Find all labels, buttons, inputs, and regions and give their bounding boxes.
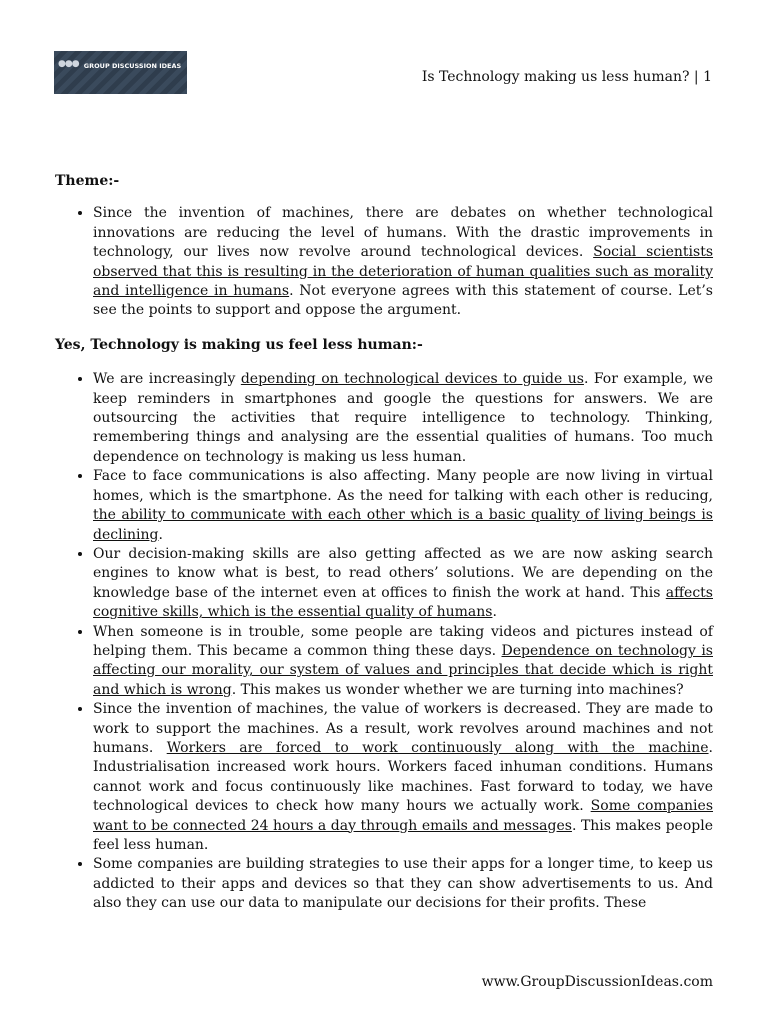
text: . xyxy=(492,604,497,621)
document-body xyxy=(55,172,713,914)
text: Since the invention of machines, there are debates on whether technological innovations are reducing the level of humans. With the drastic improvements in technology, our lives now revolve around technological devices. xyxy=(93,205,713,261)
page-header-title: Is Technology making us less human? | 1 xyxy=(421,69,712,85)
text: We are increasingly xyxy=(93,371,241,388)
text: Since the invention of machines, the value of workers is decreased. They are made to work to support the machines. As a result, work revolves around machines and not humans. xyxy=(93,701,713,756)
text: . This makes us wonder whether we are turning into machines? xyxy=(231,681,684,698)
footer-url: www.GroupDiscussionIdeas.com xyxy=(481,974,713,990)
list-item xyxy=(93,545,713,623)
underlined-text: Workers are forced to work continuously along with the machine xyxy=(166,739,709,756)
underlined-text: depending on technological devices to guide us xyxy=(240,371,584,388)
underlined-text: Social scientists observed that this is resulting in the deterioration of human qualities such as morality and intelligence in humans xyxy=(93,244,714,300)
text: Some companies are building strategies to use their apps for a longer time, to keep us addicted to their apps and devices so that they can show advertisements to us. And also they can use our data to manipulate our decisions for their profits. These xyxy=(93,856,713,912)
text: . Not everyone agrees with this statement of course. Let’s see the points to support and oppose the argument. xyxy=(93,283,713,319)
underlined-text: Some companies want to be connected 24 hours a day through emails and messages xyxy=(93,798,713,834)
list-item xyxy=(93,623,713,701)
underlined-text: Dependence on technology is affecting our morality, our system of values and principles that decide which is right and which is wrong xyxy=(93,642,713,698)
underlined-text: affects cognitive skills, which is the essential quality of humans xyxy=(93,584,713,621)
site-logo xyxy=(54,51,187,94)
text: . xyxy=(158,526,163,543)
yes-list xyxy=(55,370,713,913)
theme-list xyxy=(55,204,713,320)
text: Our decision-making skills are also getting affected as we are now asking search engines to know what is best, to read others’ solutions. We are depending on the knowledge base of the internet even at offices to finish the work at hand. This xyxy=(93,545,713,601)
text: . This makes people feel less human. xyxy=(93,817,713,853)
list-item xyxy=(93,700,713,855)
list-item xyxy=(93,204,713,320)
list-item xyxy=(93,370,713,467)
yes-heading: Yes, Technology is making us feel less human:- xyxy=(55,336,423,353)
text: Face to face communications is also affecting. Many people are now living in virtual homes, which is the smartphone. As the need for talking with each other is reducing, xyxy=(93,468,713,504)
underlined-text: the ability to communicate with each other which is a basic quality of living beings is declining xyxy=(93,507,713,543)
theme-heading: Theme:- xyxy=(55,173,120,189)
text: . Industrialisation increased work hours. Workers faced inhuman conditions. Humans cannot work and focus continuously like machines. Fast forward to today, we have technological devices to check how many hours we actually work. xyxy=(93,739,713,815)
text: When someone is in trouble, some people are taking videos and pictures instead of helping them. This became a common thing these days. xyxy=(93,623,713,659)
list-item xyxy=(93,855,713,913)
logo-text: GROUP DISCUSSION IDEAS xyxy=(83,62,182,70)
text: . For example, we keep reminders in smartphones and google the questions for answers. We are outsourcing the activities that require intelligence to technology. Thinking, remembering things and analysing are the essential qualities of humans. Too much dependence on technology is making us less human. xyxy=(93,371,713,465)
people-icon: ●●● xyxy=(58,59,79,69)
list-item xyxy=(93,467,713,545)
